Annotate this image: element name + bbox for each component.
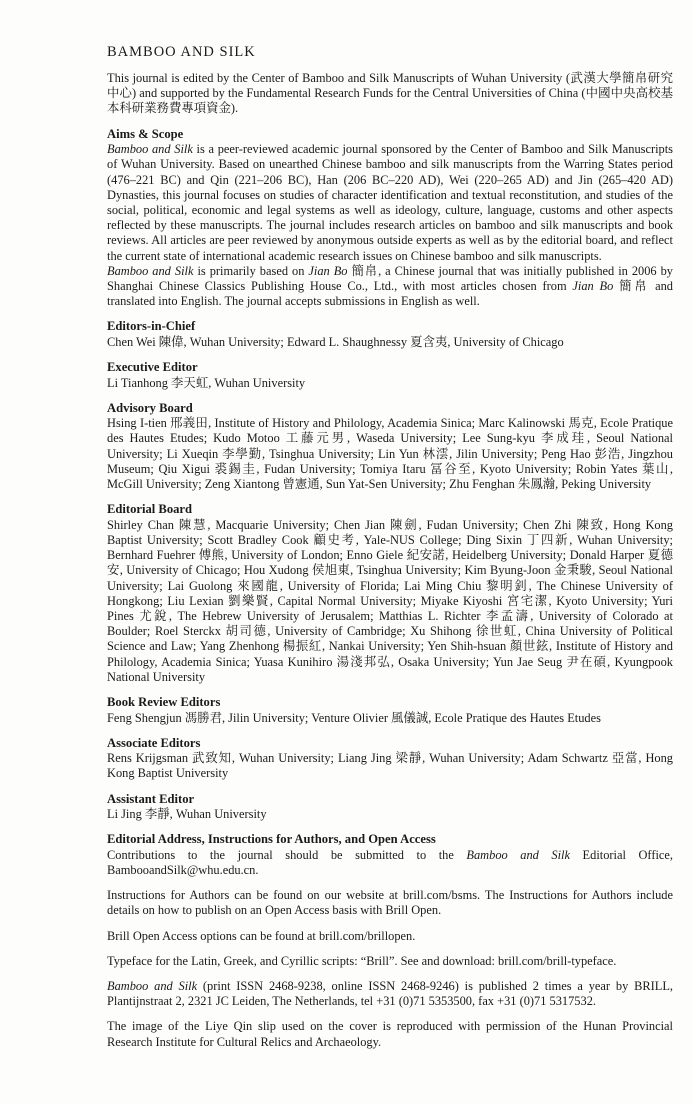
editors-in-chief-heading: Editors-in-Chief (107, 319, 196, 334)
jianbo-italic-2: Jian Bo (572, 278, 614, 293)
aims-text-2b: 簡帛, a Chinese journal that was initially published in 2006 by Shanghai Chinese Classics Publishing House Co., Ltd., with most articles chosen from (107, 263, 673, 293)
advisory-board-list: Hsing I-tien 邢義田, Institute of History and Philology, Academia Sinica; Marc Kalinowski 馬克, Ecole Pratique des Hautes Etudes; Kudo Motoo 工藤元男, Waseda University; Lee Sung-kyu 李成珪, Seoul National University; Li Xueqin 李學勤, Tsinghua University; Lin Yun 林澐, Jilin University; Peng Hao 彭浩, Jingzhou Museum; Qiu Xigui 裘錫圭, Fudan University; Tomiya Itaru 冨谷至, Kyoto University; Robin Yates 葉山, McGill University; Zeng Xiantong 曾憲通, Sun Yat-Sen University; Zhu Fenghan 朱鳳瀚, Peking University (107, 416, 673, 492)
journal-name-italic: Bamboo and Silk (107, 979, 198, 994)
assistant-editor-name: Li Jing 李靜, Wuhan University (107, 807, 267, 822)
aims-text-1: is a peer-reviewed academic journal sponsored by the Center of Bamboo and Silk Manuscripts of Wuhan University. Based on unearthed Chinese bamboo and silk manuscripts from the Warring States period (476–221 BC) and Qin (221–206 BC), Han (206 BC–220 AD), Wei (220–265 AD) and Jin (265–420 AD) Dynasties, this journal focuses on studies of character identification and textual reconstitution, and studies of the social, political, economic and legal systems as well as ideology, culture, language, customs and other aspects reflected by these manuscripts. The journal includes research articles on bamboo and silk manuscripts and book reviews. All articles are peer reviewed by anonymous outside experts as well as by the editorial board, and reflect the current state of international academic research issues on Chinese bamboo and silk manuscripts. (107, 142, 673, 263)
assistant-editor-heading: Assistant Editor (107, 791, 195, 806)
instructions-note: Instructions for Authors can be found on our website at brill.com/bsms. The Instructions for Authors include details on how to publish on an Open Access basis with Brill Open. (107, 888, 673, 918)
executive-editor-heading: Executive Editor (107, 360, 198, 375)
associate-editors-section (107, 736, 673, 782)
aims-paragraph-2 (107, 264, 673, 310)
aims-heading: Aims & Scope (107, 126, 184, 141)
editorial-address-section (107, 832, 673, 878)
intro-paragraph: This journal is edited by the Center of Bamboo and Silk Manuscripts of Wuhan University (武漢大學簡帛研究中心) and supported by the Fundamental Research Funds for the Central Universities of China (中國中央高校基本科研業務費專項資金). (107, 71, 673, 116)
executive-editor-section (107, 360, 673, 391)
issn-note (107, 979, 673, 1009)
journal-name-italic: Bamboo and Silk (107, 263, 194, 278)
editorial-board-list: Shirley Chan 陳慧, Macquarie University; Chen Jian 陳劍, Fudan University; Chen Zhi 陳致, Hong Kong Baptist University; Scott Bradley Cook 顧史考, Yale-NUS College; Ding Sixin 丁四新, Wuhan University; Bernhard Fuehrer 傅熊, University of London; Enno Giele 紀安諾, Heidelberg University; Donald Harper 夏德安, University of Chicago; Hou Xudong 侯旭東, Tsinghua University; Kim Byung-Joon 金秉駿, Seoul National University; Lai Guolong 來國龍, University of Florida; Lai Ming Chiu 黎明釗, The Chinese University of Hongkong; Liu Lexian 劉樂賢, Capital Normal University; Miyake Kiyoshi 宮宅潔, Kyoto University; Yuri Pines 尤銳, The Hebrew University of Jerusalem; Matthias L. Richter 李孟濤, University of Colorado at Boulder; Roel Sterckx 胡司德, University of Cambridge; Xu Shihong 徐世虹, China University of Political Science and Law; Yang Zhenhong 楊振紅, Nankai University; Yen Shih-hsuan 顏世鉉, Institute of History and Philology, Academia Sinica; Yuasa Kunihiro 湯淺邦弘, Osaka University; Yun Jae Seug 尹在碩, Kyungpook National University (107, 517, 673, 684)
aims-text-2a: is primarily based on (193, 263, 309, 278)
issn-text: (print ISSN 2468-9238, online ISSN 2468-9246) is published 2 times a year by BRILL, Plantijnstraat 2, 2321 JC Leiden, The Netherlands, tel +31 (0)71 5353500, fax +31 (0)71 5317532. (107, 979, 673, 1009)
editorial-board-section (107, 502, 673, 685)
jianbo-italic: Jian Bo (308, 263, 348, 278)
book-review-list: Feng Shengjun 馮勝君, Jilin University; Venture Olivier 風儀誠, Ecole Pratique des Hautes Etudes (107, 710, 601, 725)
advisory-board-heading: Advisory Board (107, 400, 193, 415)
journal-name-italic: Bamboo and Silk (107, 142, 193, 157)
book-review-section (107, 695, 673, 726)
advisory-board-section (107, 401, 673, 493)
journal-name-italic: Bamboo and Silk (466, 847, 570, 862)
masthead-page (107, 44, 673, 1050)
aims-section (107, 127, 673, 310)
cover-image-note: The image of the Liye Qin slip used on the cover is reproduced with permission of the Hunan Provincial Research Institute for Cultural Relics and Archaeology. (107, 1019, 673, 1049)
aims-paragraph-1 (107, 142, 673, 264)
journal-title: BAMBOO AND SILK (107, 44, 256, 60)
typeface-note: Typeface for the Latin, Greek, and Cyrillic scripts: “Brill”. See and download: brill.com/brill-typeface. (107, 953, 617, 968)
editors-in-chief-list: Chen Wei 陳偉, Wuhan University; Edward L. Shaughnessy 夏含夷, University of Chicago (107, 334, 564, 349)
assistant-editor-section (107, 792, 673, 823)
aims-text-2c: 簡帛 and translated into English. The journal accepts submissions in English as well. (107, 278, 673, 309)
address-text-a: Contributions to the journal should be submitted to the (107, 847, 467, 862)
open-access-note: Brill Open Access options can be found at brill.com/brillopen. (107, 928, 416, 943)
associate-editors-heading: Associate Editors (107, 735, 201, 750)
editorial-board-heading: Editorial Board (107, 502, 193, 517)
address-text-b: Editorial Office, BambooandSilk@whu.edu.cn. (107, 847, 673, 878)
book-review-heading: Book Review Editors (107, 695, 221, 709)
editorial-address-text (107, 848, 673, 878)
editors-in-chief-section (107, 319, 673, 350)
associate-editors-list: Rens Krijgsman 武致知, Wuhan University; Liang Jing 梁靜, Wuhan University; Adam Schwartz 亞當, Hong Kong Baptist University (107, 751, 673, 781)
editorial-address-heading: Editorial Address, Instructions for Authors, and Open Access (107, 832, 436, 847)
executive-editor-name: Li Tianhong 李天虹, Wuhan University (107, 375, 306, 390)
